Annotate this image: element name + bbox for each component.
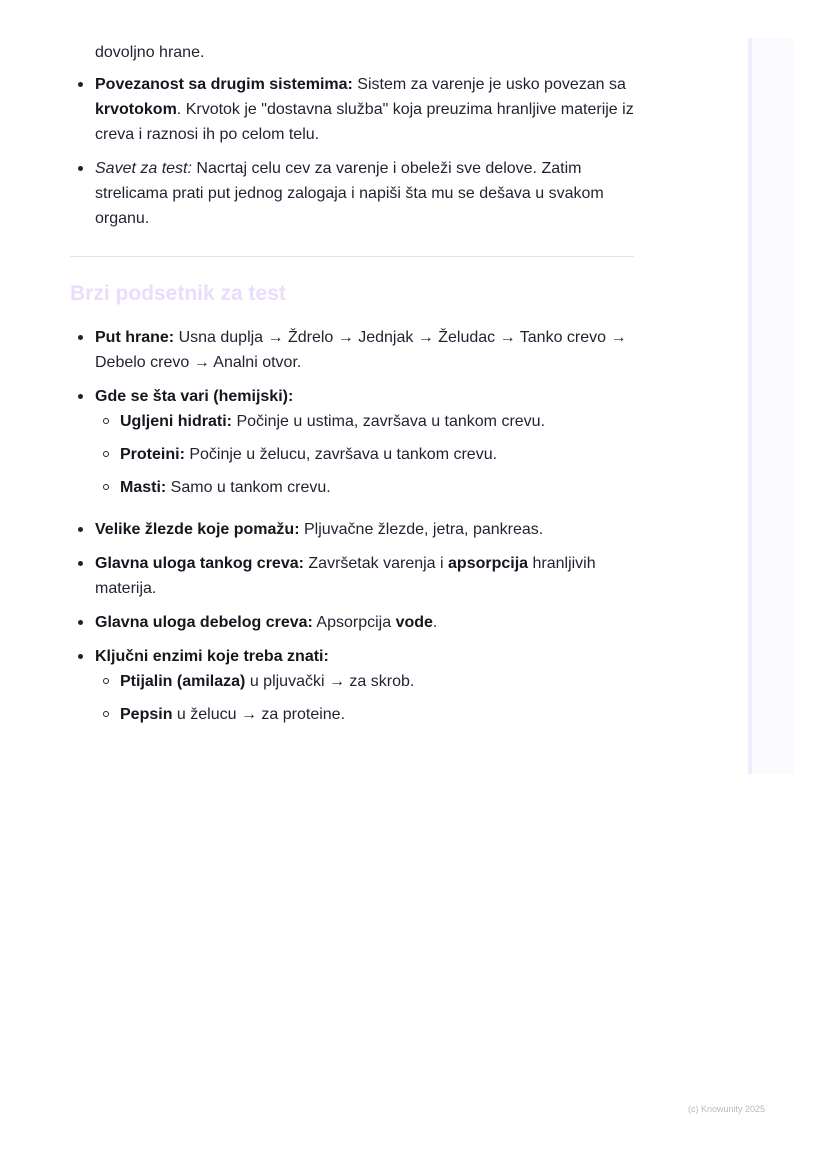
item-label: Masti:: [120, 479, 167, 496]
item-label: Gde se šta vari (hemijski):: [95, 388, 294, 405]
item-label: Ugljeni hidrati:: [120, 413, 232, 430]
item-emphasis: apsorpcija: [448, 555, 529, 572]
sub-list-item: [95, 669, 640, 694]
sub-list: [95, 409, 640, 500]
top-list: [70, 72, 640, 231]
item-text: u pljuvački → za skrob.: [245, 673, 415, 690]
item-text: Apsorpcija: [312, 614, 396, 631]
list-item: [70, 384, 640, 500]
sub-list-item: [95, 702, 640, 727]
section-heading: Brzi podsetnik za test: [70, 282, 286, 305]
list-item: [70, 156, 640, 231]
continuation-text: dovoljno hrane.: [95, 44, 205, 61]
list-item: [70, 517, 640, 542]
item-text: Nacrtaj celu cev za varenje i obeleži sve delove. Zatim strelicama prati put jednog zalogaja i napiši šta mu se dešava u svakom organu.: [95, 160, 604, 227]
item-label: Povezanost sa drugim sistemima:: [95, 76, 353, 93]
item-text: Završetak varenja i: [303, 555, 449, 572]
item-emphasis: krvotokom: [95, 101, 177, 118]
item-text: .: [432, 614, 438, 631]
list-item: [70, 551, 640, 601]
item-text: . Krvotok je "dostavna služba" koja preuzima hranljive materije iz creva i raznosi ih po celom telu.: [95, 101, 634, 143]
sub-list: [95, 669, 640, 727]
list-item: [70, 610, 640, 635]
item-text: Usna duplja → Ždrelo → Jednjak → Želudac → Tanko crevo → Debelo crevo → Analni otvor.: [95, 329, 627, 371]
item-label: Ptijalin (amilaza): [120, 673, 246, 690]
item-label: Proteini:: [120, 446, 185, 463]
item-label: Glavna uloga debelog creva:: [95, 614, 313, 631]
reminder-list: [70, 325, 640, 727]
item-emphasis: vode: [395, 614, 433, 631]
item-text: Pljuvačne žlezde, jetra, pankreas.: [299, 521, 544, 538]
list-item: [70, 325, 640, 375]
side-panel: [748, 38, 794, 774]
item-text: Počinje u želucu, završava u tankom crevu.: [184, 446, 498, 463]
list-item: [70, 72, 640, 147]
item-text: Sistem za varenje je usko povezan sa: [352, 76, 626, 93]
item-text: Samo u tankom crevu.: [166, 479, 331, 496]
section-divider: [70, 256, 634, 257]
item-label: Put hrane:: [95, 329, 175, 346]
sub-list-item: [95, 409, 640, 434]
item-label: Ključni enzimi koje treba znati:: [95, 648, 329, 665]
item-text: u želucu → za proteine.: [172, 706, 346, 723]
item-text: Počinje u ustima, završava u tankom crevu.: [232, 413, 546, 430]
list-item: [70, 644, 640, 727]
item-label: Pepsin: [120, 706, 173, 723]
item-label: Glavna uloga tankog creva:: [95, 555, 304, 572]
footer-copyright: (c) Knowunity 2025: [688, 1104, 766, 1114]
sub-list-item: [95, 442, 640, 467]
sub-list-item: [95, 475, 640, 500]
item-label: Savet za test:: [95, 160, 192, 177]
item-label: Velike žlezde koje pomažu:: [95, 521, 300, 538]
item-text: hranljivih materija.: [95, 555, 596, 597]
